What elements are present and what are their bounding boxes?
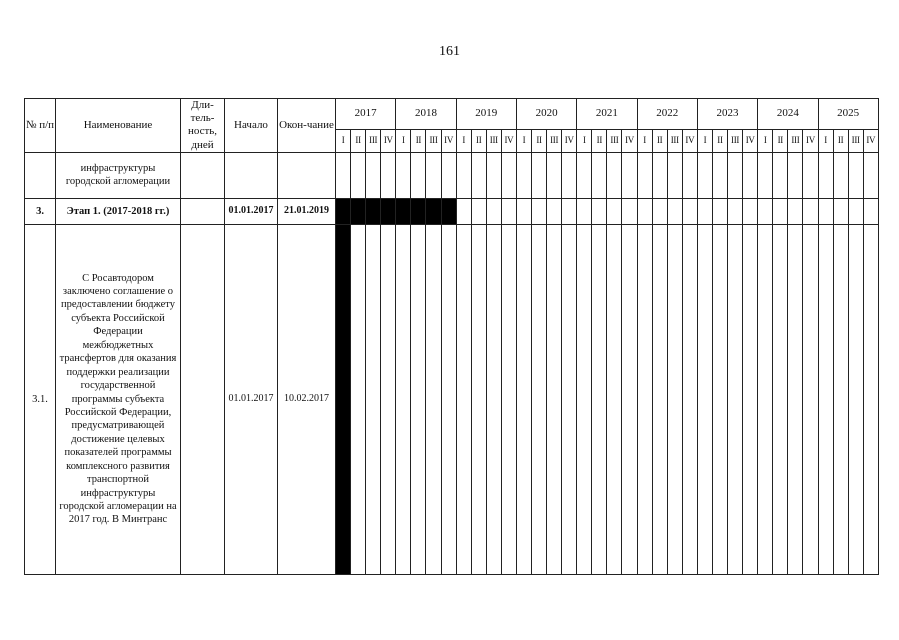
- gantt-bar-cell: [441, 198, 456, 224]
- quarter-header: II: [833, 130, 848, 153]
- gantt-bar-cell: [336, 198, 351, 224]
- quarter-header: IV: [622, 130, 637, 153]
- quarter-cell: [562, 152, 577, 198]
- quarter-cell: [637, 224, 652, 574]
- quarter-cell: [486, 224, 501, 574]
- year-header: 2020: [516, 99, 576, 130]
- quarter-cell: [396, 224, 411, 574]
- quarter-cell: [788, 224, 803, 574]
- quarter-cell: [456, 224, 471, 574]
- row-end-cell: 10.02.2017: [278, 224, 336, 574]
- quarter-cell: [712, 152, 727, 198]
- quarter-cell: [667, 198, 682, 224]
- quarter-cell: [773, 152, 788, 198]
- quarter-header: IV: [562, 130, 577, 153]
- quarter-header: I: [516, 130, 531, 153]
- quarter-cell: [622, 198, 637, 224]
- gantt-bar-cell: [426, 198, 441, 224]
- quarter-cell: [516, 198, 531, 224]
- quarter-cell: [351, 224, 366, 574]
- quarter-cell: [818, 198, 833, 224]
- quarter-cell: [788, 198, 803, 224]
- quarter-cell: [697, 198, 712, 224]
- quarter-cell: [652, 152, 667, 198]
- quarter-cell: [351, 152, 366, 198]
- quarter-cell: [456, 152, 471, 198]
- quarter-cell: [577, 198, 592, 224]
- quarter-cell: [501, 152, 516, 198]
- quarter-cell: [863, 152, 878, 198]
- column-header-end: Окон-чание: [278, 99, 336, 153]
- gantt-table: [24, 98, 879, 575]
- quarter-cell: [516, 152, 531, 198]
- table-row: [25, 224, 879, 574]
- quarter-header: II: [652, 130, 667, 153]
- year-header: 2021: [577, 99, 637, 130]
- quarter-cell: [532, 224, 547, 574]
- quarter-header: IV: [381, 130, 396, 153]
- quarter-cell: [833, 224, 848, 574]
- quarter-header: I: [336, 130, 351, 153]
- row-start-cell: [225, 152, 278, 198]
- quarter-header: I: [456, 130, 471, 153]
- quarter-cell: [607, 198, 622, 224]
- quarter-cell: [773, 198, 788, 224]
- quarter-cell: [818, 224, 833, 574]
- quarter-cell: [426, 224, 441, 574]
- quarter-cell: [728, 224, 743, 574]
- quarter-header: I: [697, 130, 712, 153]
- quarter-cell: [818, 152, 833, 198]
- quarter-header: III: [366, 130, 381, 153]
- column-header-duration: Дли-тель-ность, дней: [181, 99, 225, 153]
- quarter-cell: [592, 152, 607, 198]
- quarter-header: IV: [863, 130, 878, 153]
- quarter-header: II: [532, 130, 547, 153]
- quarter-header: III: [547, 130, 562, 153]
- column-header-number: № п/п: [25, 99, 56, 153]
- quarter-header: III: [848, 130, 863, 153]
- quarter-cell: [758, 152, 773, 198]
- table-row: [25, 152, 879, 198]
- quarter-cell: [848, 198, 863, 224]
- quarter-cell: [682, 198, 697, 224]
- quarter-header: II: [773, 130, 788, 153]
- quarter-cell: [773, 224, 788, 574]
- quarter-cell: [788, 152, 803, 198]
- row-end-cell: 21.01.2019: [278, 198, 336, 224]
- quarter-cell: [411, 224, 426, 574]
- row-duration-cell: [181, 198, 225, 224]
- quarter-cell: [833, 152, 848, 198]
- row-end-cell: [278, 152, 336, 198]
- quarter-header: I: [818, 130, 833, 153]
- quarter-cell: [607, 152, 622, 198]
- quarter-cell: [501, 198, 516, 224]
- row-name-cell: инфраструктуры городской агломерации: [56, 152, 181, 198]
- quarter-cell: [728, 198, 743, 224]
- quarter-cell: [532, 198, 547, 224]
- quarter-cell: [547, 224, 562, 574]
- quarter-cell: [562, 224, 577, 574]
- quarter-header: II: [411, 130, 426, 153]
- year-header: 2019: [456, 99, 516, 130]
- table-row: [25, 198, 879, 224]
- quarter-cell: [471, 152, 486, 198]
- quarter-cell: [381, 152, 396, 198]
- quarter-cell: [547, 198, 562, 224]
- year-header: 2022: [637, 99, 697, 130]
- quarter-cell: [366, 224, 381, 574]
- quarter-cell: [471, 198, 486, 224]
- quarter-cell: [758, 198, 773, 224]
- quarter-cell: [803, 224, 818, 574]
- row-duration-cell: [181, 152, 225, 198]
- gantt-bar-cell: [336, 224, 351, 574]
- year-header: 2017: [336, 99, 396, 130]
- quarter-header: II: [592, 130, 607, 153]
- quarter-header: III: [426, 130, 441, 153]
- quarter-cell: [486, 152, 501, 198]
- quarter-header: IV: [803, 130, 818, 153]
- row-name-cell: С Росавтодором заключено соглашение о предоставлении бюджету субъекта Российской Федерации межбюджетных трансфертов для оказания поддержки реализации государственной программы субъекта Российской Федерации, предусматривающей достижение целевых показателей программы комплексного развития транспортной инфраструктуры городской агломерации на 2017 год. В Минтранс: [56, 224, 181, 574]
- column-header-start: Начало: [225, 99, 278, 153]
- quarter-cell: [863, 198, 878, 224]
- quarter-cell: [471, 224, 486, 574]
- quarter-cell: [803, 152, 818, 198]
- quarter-cell: [803, 198, 818, 224]
- quarter-cell: [456, 198, 471, 224]
- gantt-bar-cell: [351, 198, 366, 224]
- quarter-header: I: [637, 130, 652, 153]
- quarter-cell: [833, 198, 848, 224]
- year-header: 2024: [758, 99, 818, 130]
- row-number-cell: 3.: [25, 198, 56, 224]
- row-start-cell: 01.01.2017: [225, 224, 278, 574]
- quarter-cell: [577, 224, 592, 574]
- gantt-bar-cell: [381, 198, 396, 224]
- quarter-cell: [743, 198, 758, 224]
- quarter-cell: [577, 152, 592, 198]
- quarter-cell: [863, 224, 878, 574]
- quarter-cell: [607, 224, 622, 574]
- quarter-header: III: [486, 130, 501, 153]
- quarter-cell: [848, 224, 863, 574]
- quarter-cell: [381, 224, 396, 574]
- quarter-cell: [743, 152, 758, 198]
- quarter-cell: [637, 198, 652, 224]
- quarter-cell: [396, 152, 411, 198]
- column-header-name: Наименование: [56, 99, 181, 153]
- quarter-cell: [667, 224, 682, 574]
- quarter-cell: [622, 152, 637, 198]
- year-header: 2018: [396, 99, 456, 130]
- gantt-bar-cell: [411, 198, 426, 224]
- quarter-header: IV: [743, 130, 758, 153]
- quarter-header: I: [577, 130, 592, 153]
- quarter-cell: [441, 224, 456, 574]
- row-number-cell: 3.1.: [25, 224, 56, 574]
- quarter-cell: [637, 152, 652, 198]
- quarter-header: I: [758, 130, 773, 153]
- quarter-header: II: [471, 130, 486, 153]
- quarter-cell: [848, 152, 863, 198]
- quarter-header: IV: [501, 130, 516, 153]
- quarter-cell: [592, 198, 607, 224]
- quarter-cell: [592, 224, 607, 574]
- quarter-cell: [667, 152, 682, 198]
- page-number: 161: [439, 44, 460, 59]
- quarter-header: I: [396, 130, 411, 153]
- quarter-header: II: [351, 130, 366, 153]
- quarter-cell: [758, 224, 773, 574]
- quarter-cell: [728, 152, 743, 198]
- year-header: 2025: [818, 99, 878, 130]
- quarter-cell: [486, 198, 501, 224]
- quarter-header: IV: [682, 130, 697, 153]
- quarter-cell: [547, 152, 562, 198]
- year-header: 2023: [697, 99, 757, 130]
- gantt-bar-cell: [366, 198, 381, 224]
- quarter-header: III: [667, 130, 682, 153]
- quarter-cell: [532, 152, 547, 198]
- quarter-cell: [562, 198, 577, 224]
- quarter-header: III: [728, 130, 743, 153]
- quarter-cell: [516, 224, 531, 574]
- quarter-cell: [652, 224, 667, 574]
- quarter-cell: [426, 152, 441, 198]
- quarter-cell: [366, 152, 381, 198]
- row-duration-cell: [181, 224, 225, 574]
- quarter-header: IV: [441, 130, 456, 153]
- quarter-header: II: [712, 130, 727, 153]
- quarter-cell: [652, 198, 667, 224]
- quarter-cell: [712, 224, 727, 574]
- gantt-bar-cell: [396, 198, 411, 224]
- quarter-cell: [682, 152, 697, 198]
- quarter-cell: [697, 224, 712, 574]
- quarter-cell: [622, 224, 637, 574]
- row-start-cell: 01.01.2017: [225, 198, 278, 224]
- quarter-cell: [411, 152, 426, 198]
- quarter-cell: [682, 224, 697, 574]
- quarter-header: III: [607, 130, 622, 153]
- row-number-cell: [25, 152, 56, 198]
- quarter-cell: [697, 152, 712, 198]
- quarter-cell: [336, 152, 351, 198]
- row-name-cell: Этап 1. (2017-2018 гг.): [56, 198, 181, 224]
- quarter-cell: [501, 224, 516, 574]
- quarter-cell: [743, 224, 758, 574]
- quarter-header: III: [788, 130, 803, 153]
- quarter-cell: [712, 198, 727, 224]
- quarter-cell: [441, 152, 456, 198]
